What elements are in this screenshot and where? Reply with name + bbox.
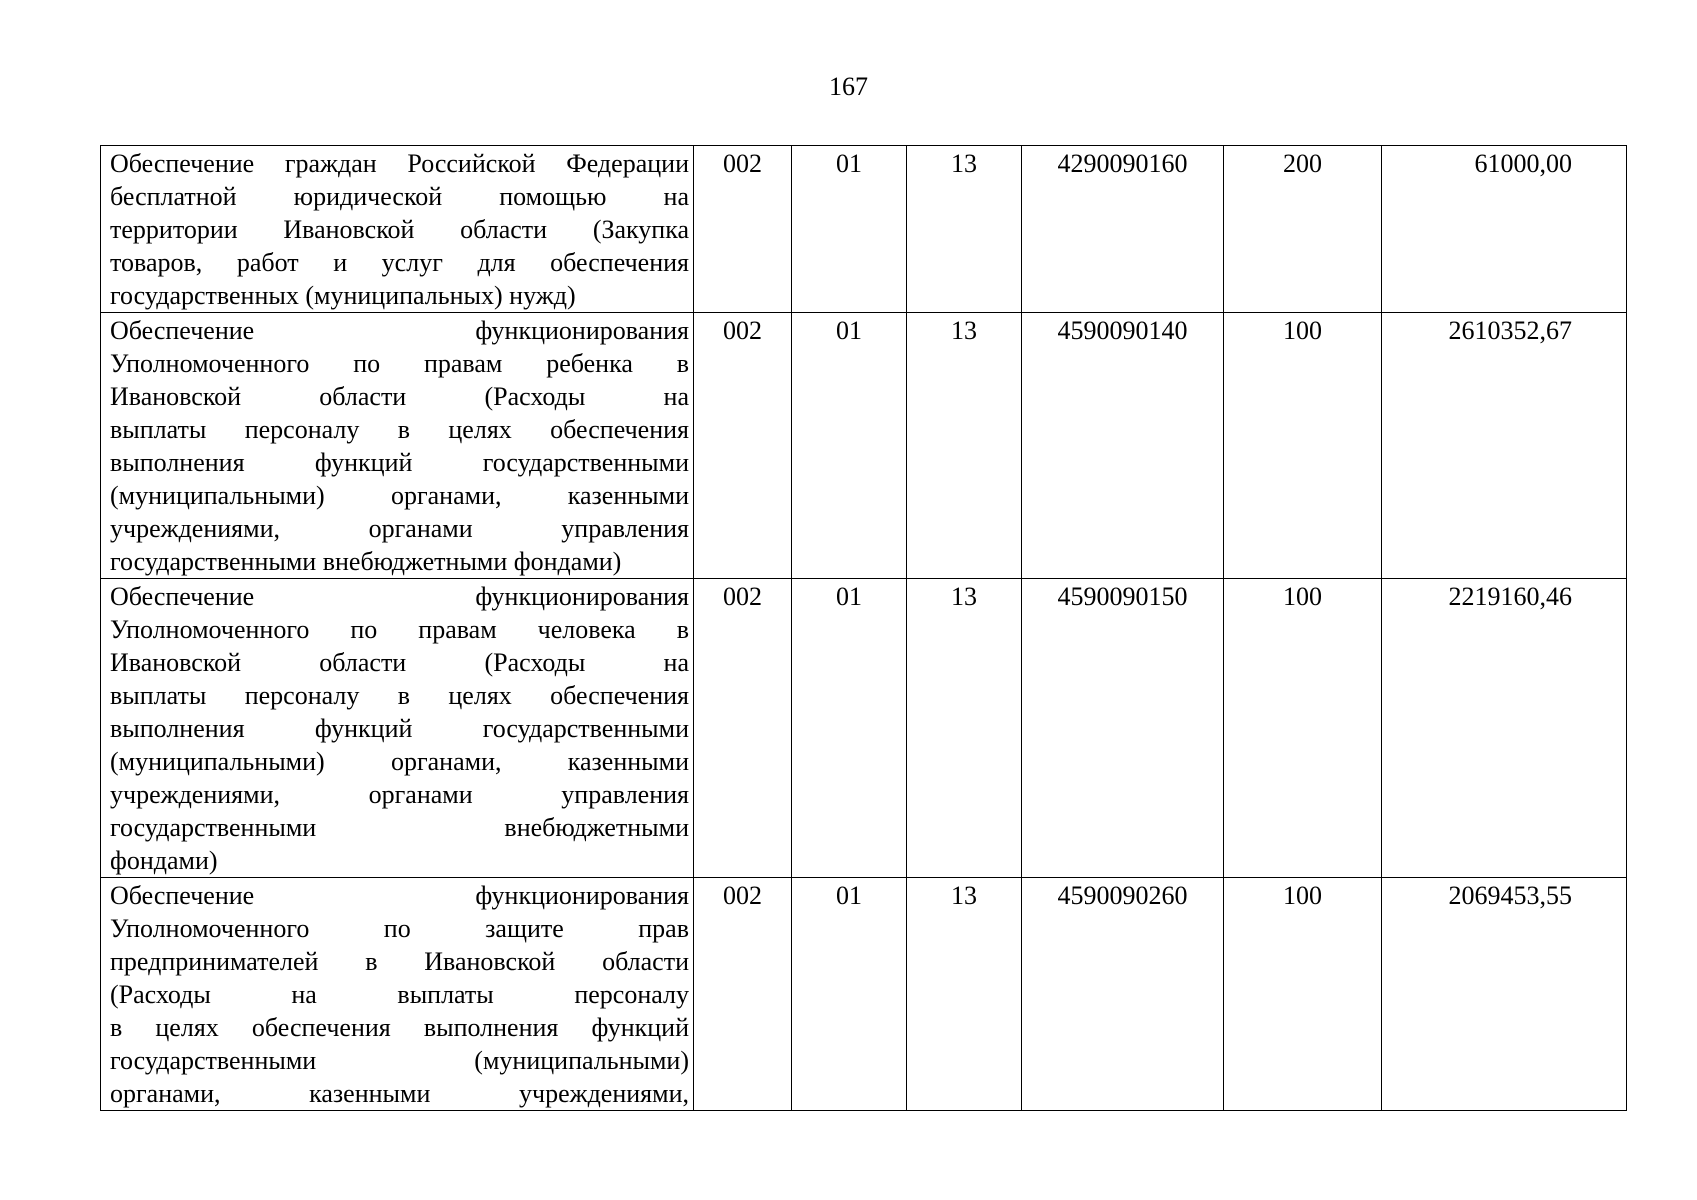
description-line: выплаты персоналу в целях обеспечения [110,681,689,710]
description-line: Обеспечение функционирования [110,316,689,345]
description-line: бесплатной юридической помощью на [110,182,689,211]
description-line: Ивановской области (Расходы на [110,382,689,411]
code-2-cell: 01 [792,878,907,1111]
budget-table [100,145,1627,1111]
target-article-cell: 4590090140 [1022,313,1224,579]
target-article-cell: 4590090260 [1022,878,1224,1111]
table-row [101,579,1627,878]
code-1-cell: 002 [694,579,792,878]
code-3-cell: 13 [907,878,1022,1111]
row-description [101,146,694,313]
code-3-cell: 13 [907,579,1022,878]
description-line: Обеспечение функционирования [110,582,689,611]
description-line: Обеспечение функционирования [110,881,689,910]
description-line: учреждениями, органами управления [110,780,689,809]
code-2-cell: 01 [792,146,907,313]
description-line: выполнения функций государственными [110,714,689,743]
page-number: 167 [829,72,868,101]
target-article-cell: 4290090160 [1022,146,1224,313]
description-line: выплаты персоналу в целях обеспечения [110,415,689,444]
amount-cell: 2069453,55 [1382,878,1627,1111]
description-line: территории Ивановской области (Закупка [110,215,689,244]
description-line: (Расходы на выплаты персоналу [110,980,689,1009]
code-2-cell: 01 [792,579,907,878]
expense-type-cell: 100 [1224,878,1382,1111]
description-line: учреждениями, органами управления [110,514,689,543]
table-row [101,146,1627,313]
table-row [101,878,1627,1111]
description-line: Обеспечение граждан Российской Федерации [110,149,689,178]
expense-type-cell: 200 [1224,146,1382,313]
code-1-cell: 002 [694,146,792,313]
description-line: органами, казенными учреждениями, [110,1079,689,1108]
amount-cell: 2219160,46 [1382,579,1627,878]
description-line: Ивановской области (Расходы на [110,648,689,677]
code-3-cell: 13 [907,313,1022,579]
target-article-cell: 4590090150 [1022,579,1224,878]
description-line: Уполномоченного по защите прав [110,914,689,943]
description-line: выполнения функций государственными [110,448,689,477]
amount-cell: 61000,00 [1382,146,1627,313]
description-line: в целях обеспечения выполнения функций [110,1013,689,1042]
code-3-cell: 13 [907,146,1022,313]
description-line: Уполномоченного по правам человека в [110,615,689,644]
code-1-cell: 002 [694,878,792,1111]
description-line: товаров, работ и услуг для обеспечения [110,248,689,277]
expense-type-cell: 100 [1224,313,1382,579]
expense-type-cell: 100 [1224,579,1382,878]
description-line: предпринимателей в Ивановской области [110,947,689,976]
description-line: государственных (муниципальных) нужд) [110,281,576,310]
row-description [101,878,694,1111]
row-description [101,313,694,579]
description-line: государственными внебюджетными [110,813,689,842]
description-line: фондами) [110,846,218,875]
description-line: государственными (муниципальными) [110,1046,689,1075]
description-line: государственными внебюджетными фондами) [110,547,622,576]
table-row [101,313,1627,579]
description-line: (муниципальными) органами, казенными [110,747,689,776]
code-1-cell: 002 [694,313,792,579]
code-2-cell: 01 [792,313,907,579]
row-description [101,579,694,878]
description-line: (муниципальными) органами, казенными [110,481,689,510]
description-line: Уполномоченного по правам ребенка в [110,349,689,378]
amount-cell: 2610352,67 [1382,313,1627,579]
